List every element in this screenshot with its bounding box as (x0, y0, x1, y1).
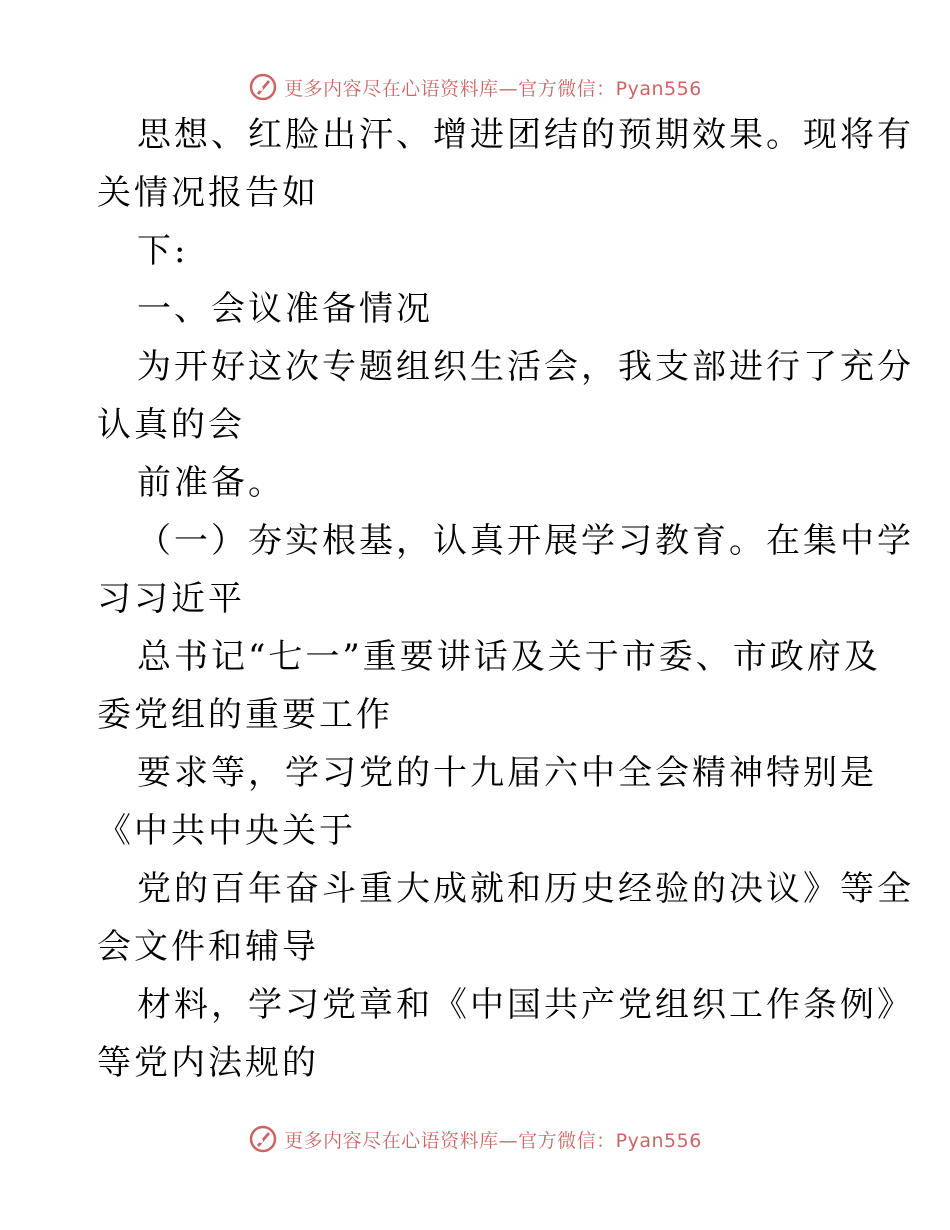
watermark-text: 更多内容尽在心语资料库—官方微信：Pyan556 (284, 1129, 702, 1152)
quill-logo-icon (248, 72, 278, 102)
text-line: 党的百年奋斗重大成就和历史经验的决议》等全 (137, 869, 914, 909)
quill-logo-icon (248, 1124, 278, 1154)
section-heading: 一、会议准备情况 (137, 289, 433, 329)
text-line: 习习近平 (97, 579, 245, 619)
text-line: 要求等，学习党的十九届六中全会精神特别是 (137, 753, 877, 793)
subsection-heading: （一）夯实根基，认真开展学习教育。在集中学 (137, 521, 914, 561)
text-line: 材料，学习党章和《中国共产党组织工作条例》 (137, 985, 914, 1025)
text-line: 委党组的重要工作 (97, 695, 393, 735)
text-line: 总书记“七一”重要讲话及关于市委、市政府及 (137, 637, 881, 677)
text-line: 下: (137, 231, 189, 271)
text-line: 前准备。 (137, 463, 285, 503)
document-body (97, 115, 914, 1104)
text-line: 等党内法规的 (97, 1043, 319, 1083)
text-line: 关情况报告如 (97, 173, 319, 213)
footer-watermark (0, 1124, 950, 1154)
header-watermark (0, 72, 950, 102)
text-line: 《中共中央关于 (97, 811, 356, 851)
watermark-text: 更多内容尽在心语资料库—官方微信：Pyan556 (284, 77, 702, 100)
text-line: 为开好这次专题组织生活会，我支部进行了充分 (137, 347, 914, 387)
text-line: 认真的会 (97, 405, 245, 445)
text-line: 会文件和辅导 (97, 927, 319, 967)
text-line: 思想、红脸出汗、增进团结的预期效果。现将有 (137, 115, 914, 155)
